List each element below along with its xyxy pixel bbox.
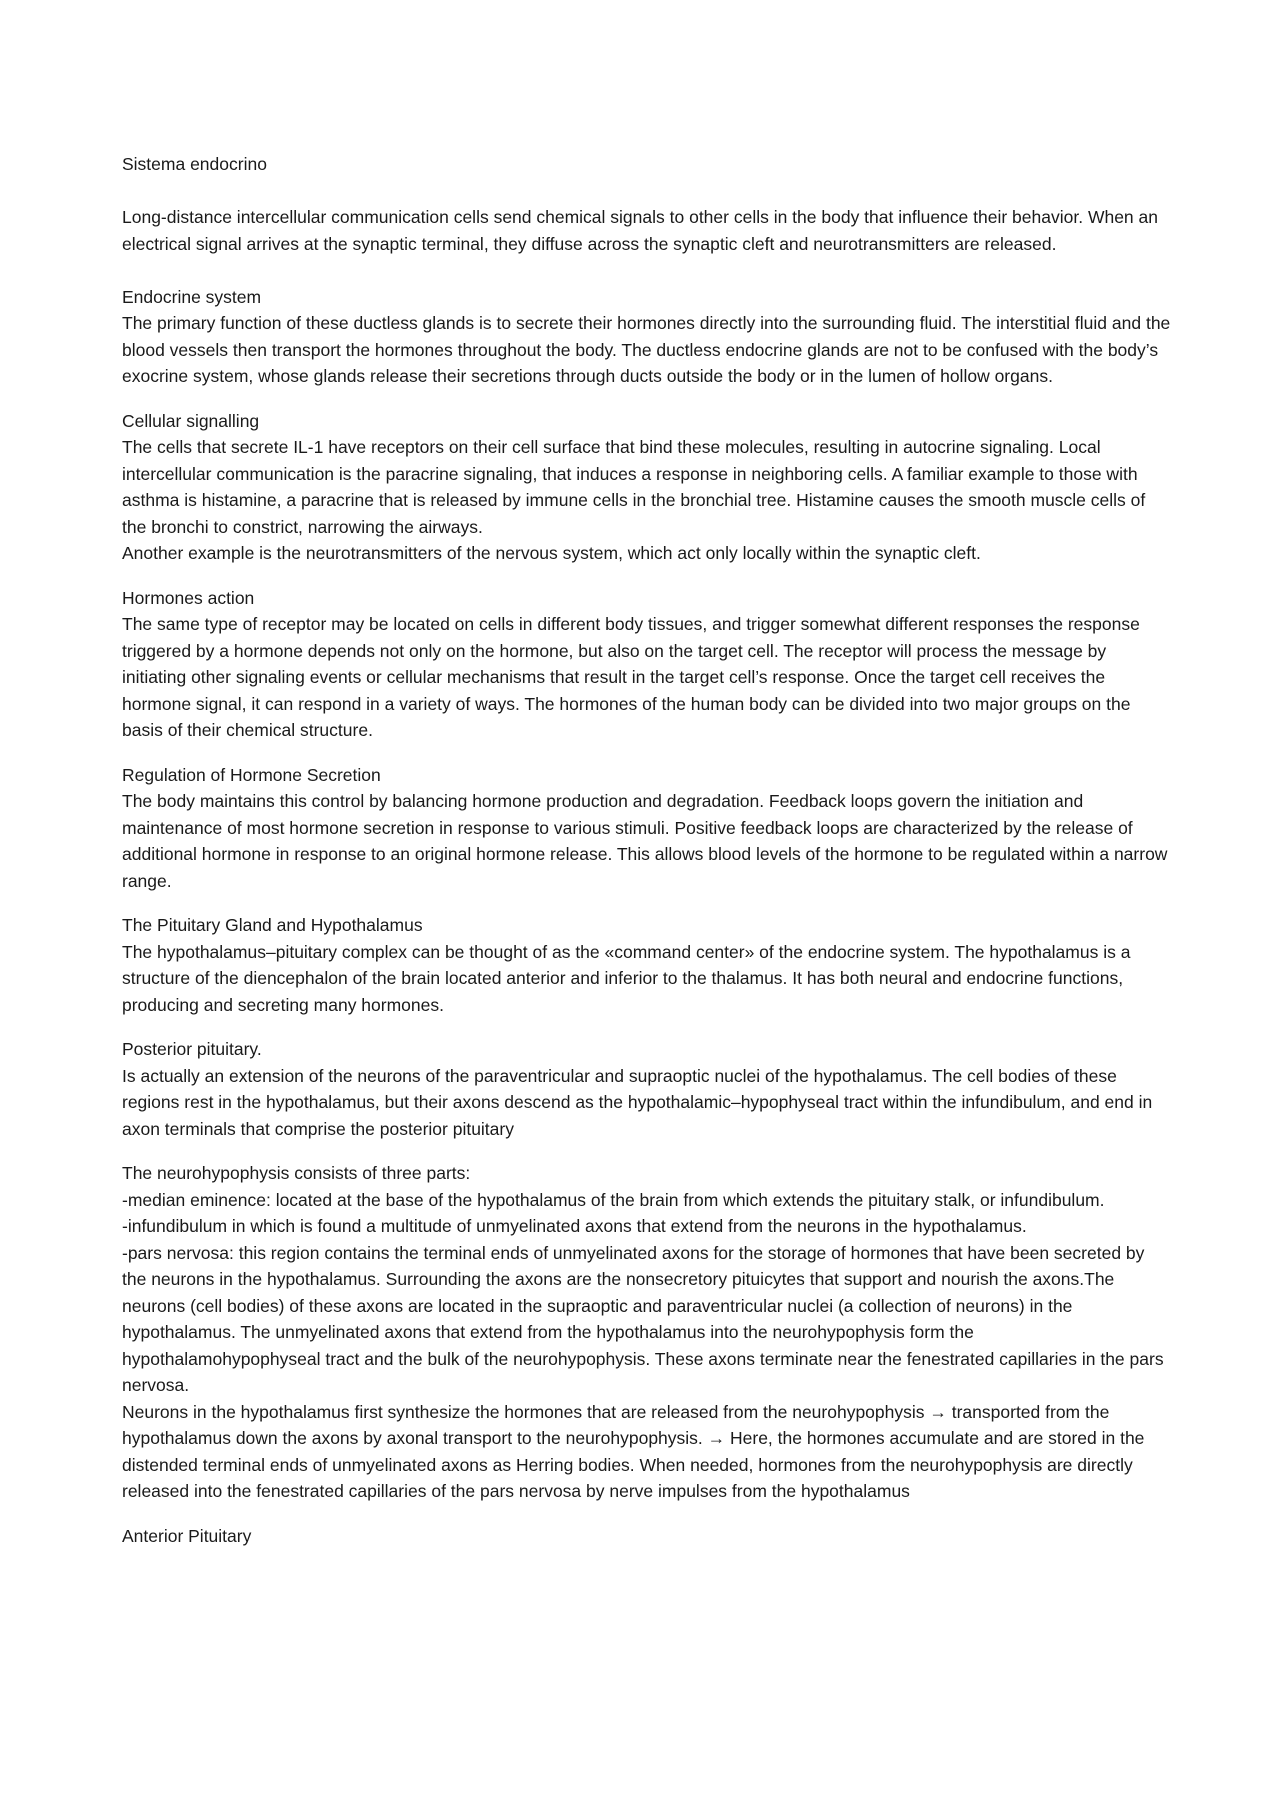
intro-paragraph: Long-distance intercellular communication cells send chemical signals to other cells in the body that influence their behavior. When an electrical signal arrives at the synaptic terminal, they diffuse across the synaptic cleft and neurotransmitters are released. [122, 207, 1158, 254]
section-heading: The neurohypophysis consists of three parts: [122, 1163, 471, 1183]
section-heading: Cellular signalling [122, 410, 260, 431]
section [122, 1523, 1172, 1550]
document-title: Sistema endocrino [122, 154, 267, 174]
section-paragraph: The body maintains this control by balancing hormone production and degradation. Feedback loops govern the initiation and maintenance of most hormone secretion in response to various stimuli. Positive feedback loops are characterized by the release of additional hormone in response to an original hormone release. This allows blood levels of the hormone to be regulated within a narrow range. [122, 791, 1168, 891]
section [122, 284, 1172, 390]
section [122, 762, 1172, 895]
section [122, 408, 1172, 567]
section-heading: The Pituitary Gland and Hypothalamus [122, 915, 423, 935]
section-paragraph: Neurons in the hypothalamus first synthesize the hormones that are released from the neurohypophysis → transported from the hypothalamus down the axons by axonal transport to the neurohypophysis. → Here, the hormones accumulate and are stored in the distended terminal ends of unmyelinated axons as Herring bodies. When needed, hormones from the neurohypophysis are directly released into the fenestrated capillaries of the pars nervosa by nerve impulses from the hypothalamus [122, 1401, 1145, 1501]
section-heading: Anterior Pituitary [122, 1525, 252, 1546]
section-heading: Regulation of Hormone Secretion [122, 764, 381, 785]
section-paragraph: -pars nervosa: this region contains the terminal ends of unmyelinated axons for the storage of hormones that have been secreted by the neurons in the hypothalamus. Surrounding the axons are the nonsecretory pituicytes that support and nourish the axons.The neurons (cell bodies) of these axons are located in the supraoptic and paraventricular nuclei (a collection of neurons) in the hypothalamus. The unmyelinated axons that extend from the hypothalamus into the neurohypophysis form the hypothalamohypophyseal tract and the bulk of the neurohypophysis. These axons terminate near the fenestrated capillaries in the pars nervosa. [122, 1242, 1164, 1395]
section-paragraph: -infundibulum in which is found a multitude of unmyelinated axons that extend from the neurons in the hypothalamus. [122, 1216, 1027, 1236]
section-paragraph: -median eminence: located at the base of the hypothalamus of the brain from which extends the pituitary stalk, or infundibulum. [122, 1189, 1105, 1210]
document-sections [122, 284, 1172, 1550]
section [122, 585, 1172, 744]
section-paragraph: Is actually an extension of the neurons of the paraventricular and supraoptic nuclei of the hypothalamus. The cell bodies of these regions rest in the hypothalamus, but their axons descend as the hypothalamic–hypophyseal tract within the infundibulum, and end in axon terminals that comprise the posterior pituitary [122, 1065, 1153, 1139]
section-paragraph: The primary function of these ductless glands is to secrete their hormones directly into the surrounding fluid. The interstitial fluid and the blood vessels then transport the hormones throughout the body. The ductless endocrine glands are not to be confused with the body’s exocrine system, whose glands release their secretions through ducts outside the body or in the lumen of hollow organs. [122, 313, 1171, 386]
document-page [122, 151, 1172, 1567]
section-paragraph: The cells that secrete IL-1 have receptors on their cell surface that bind these molecules, resulting in autocrine signaling. Local intercellular communication is the paracrine signaling, that induces a response in neighboring cells. A familiar example to those with asthma is histamine, a paracrine that is released by immune cells in the bronchial tree. Histamine causes the smooth muscle cells of the bronchi to constrict, narrowing the airways. [122, 437, 1146, 537]
section-heading: Endocrine system [122, 286, 262, 307]
section-paragraph: The same type of receptor may be located on cells in different body tissues, and trigger somewhat different responses the response triggered by a hormone depends not only on the hormone, but also on the target cell. The receptor will process the message by initiating other signaling events or cellular mechanisms that result in the target cell’s response. Once the target cell receives the hormone signal, it can respond in a variety of ways. The hormones of the human body can be divided into two major groups on the basis of their chemical structure. [122, 614, 1140, 740]
section-paragraph: The hypothalamus–pituitary complex can be thought of as the «command center» of the endocrine system. The hypothalamus is a structure of the diencephalon of the brain located anterior and inferior to the thalamus. It has both neural and endocrine functions, producing and secreting many hormones. [122, 941, 1131, 1015]
section [122, 1160, 1172, 1505]
section-paragraph: Another example is the neurotransmitters of the nervous system, which act only locally within the synaptic cleft. [122, 543, 981, 563]
section-heading: Hormones action [122, 587, 255, 608]
section [122, 912, 1172, 1018]
section [122, 1036, 1172, 1142]
section-heading: Posterior pituitary. [122, 1039, 262, 1059]
